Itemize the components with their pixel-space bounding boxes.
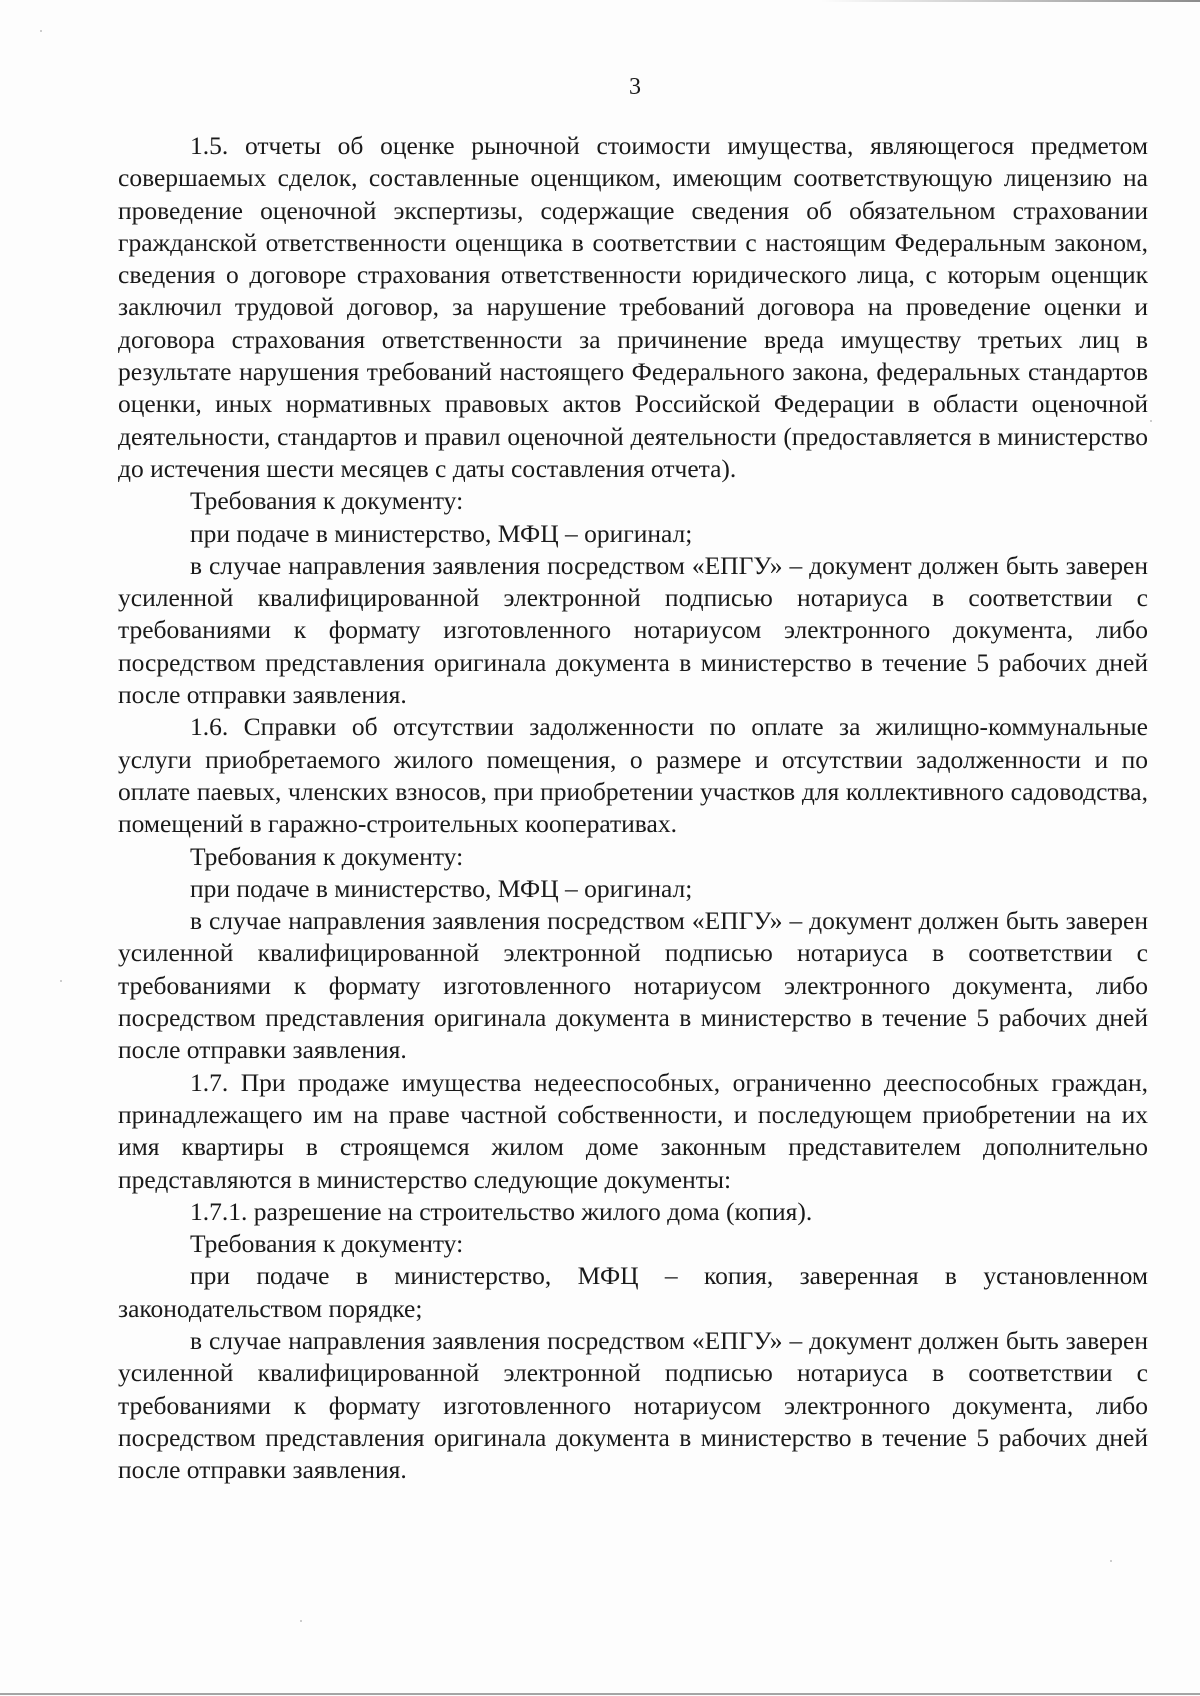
requirement-certified-copy: при подаче в министерство, МФЦ – копия, заверенная в установленном законодательством порядке; bbox=[118, 1261, 1148, 1323]
requirement-epgu: в случае направления заявления посредством «ЕПГУ» – документ должен быть заверен усиленной квалифицированной электронной подписью нотариуса в соответствии с требованиями к формату изготовленного нотариусом электронного документа, либо посредством представления оригинала документа в министерство в течение 5 рабочих дней после отправки заявления. bbox=[118, 1325, 1148, 1485]
requirement-original: при подаче в министерство, МФЦ – оригинал; bbox=[190, 518, 693, 548]
scan-speck bbox=[1150, 420, 1152, 422]
scan-edge-top bbox=[820, 0, 1200, 2]
paragraph-1-6: 1.6. Справки об отсутствии задолженности по оплате за жилищно-коммунальные услуги приобретаемого жилого помещения, о размере и отсутствии задолженности и по оплате паевых, членских взносов, при приобретении участков для коллективного садоводства, помещений в гаражно-строительных кооперативах. bbox=[118, 712, 1148, 839]
document-body bbox=[118, 130, 1148, 1486]
requirements-heading: Требования к документу: bbox=[190, 486, 464, 516]
requirements-heading: Требования к документу: bbox=[190, 841, 464, 871]
paragraph-1-5: 1.5. отчеты об оценке рыночной стоимости имущества, являющегося предметом совершаемых сделок, составленные оценщиком, имеющим соответствующую лицензию на проведение оценочной экспертизы, содержащие сведения об обязательном страховании гражданской ответственности оценщика в соответствии с настоящим Федеральным законом, сведения о договоре страхования ответственности юридического лица, с которым оценщик заключил трудовой договор, за нарушение требований договора на проведение оценки и договора страхования ответственности за причинение вреда имуществу третьих лиц в результате нарушения требований настоящего Федерального закона, федеральных стандартов оценки, иных нормативных правовых актов Российской Федерации в области оценочной деятельности, стандартов и правил оценочной деятельности (предоставляется в министерство до истечения шести месяцев с даты составления отчета). bbox=[118, 131, 1148, 483]
scan-speck bbox=[1110, 1560, 1112, 1562]
scan-speck bbox=[60, 980, 62, 982]
paragraph-1-7: 1.7. При продаже имущества недееспособных, ограниченно дееспособных граждан, принадлежащего им на праве частной собственности, и последующем приобретении на их имя квартиры в строящемся жилом доме законным представителем дополнительно представляются в министерство следующие документы: bbox=[118, 1067, 1148, 1194]
paragraph-1-7-1: 1.7.1. разрешение на строительство жилого дома (копия). bbox=[190, 1196, 813, 1226]
scan-edge-bottom bbox=[0, 1693, 1200, 1695]
requirements-heading: Требования к документу: bbox=[190, 1229, 464, 1259]
requirement-original: при подаче в министерство, МФЦ – оригинал; bbox=[190, 873, 693, 903]
page-number: 3 bbox=[629, 74, 641, 100]
requirement-epgu: в случае направления заявления посредством «ЕПГУ» – документ должен быть заверен усиленной квалифицированной электронной подписью нотариуса в соответствии с требованиями к формату изготовленного нотариусом электронного документа, либо посредством представления оригинала документа в министерство в течение 5 рабочих дней после отправки заявления. bbox=[118, 550, 1148, 710]
scan-speck bbox=[300, 1620, 302, 1622]
scan-speck bbox=[40, 30, 42, 32]
requirement-epgu: в случае направления заявления посредством «ЕПГУ» – документ должен быть заверен усиленной квалифицированной электронной подписью нотариуса в соответствии с требованиями к формату изготовленного нотариусом электронного документа, либо посредством представления оригинала документа в министерство в течение 5 рабочих дней после отправки заявления. bbox=[118, 906, 1148, 1065]
